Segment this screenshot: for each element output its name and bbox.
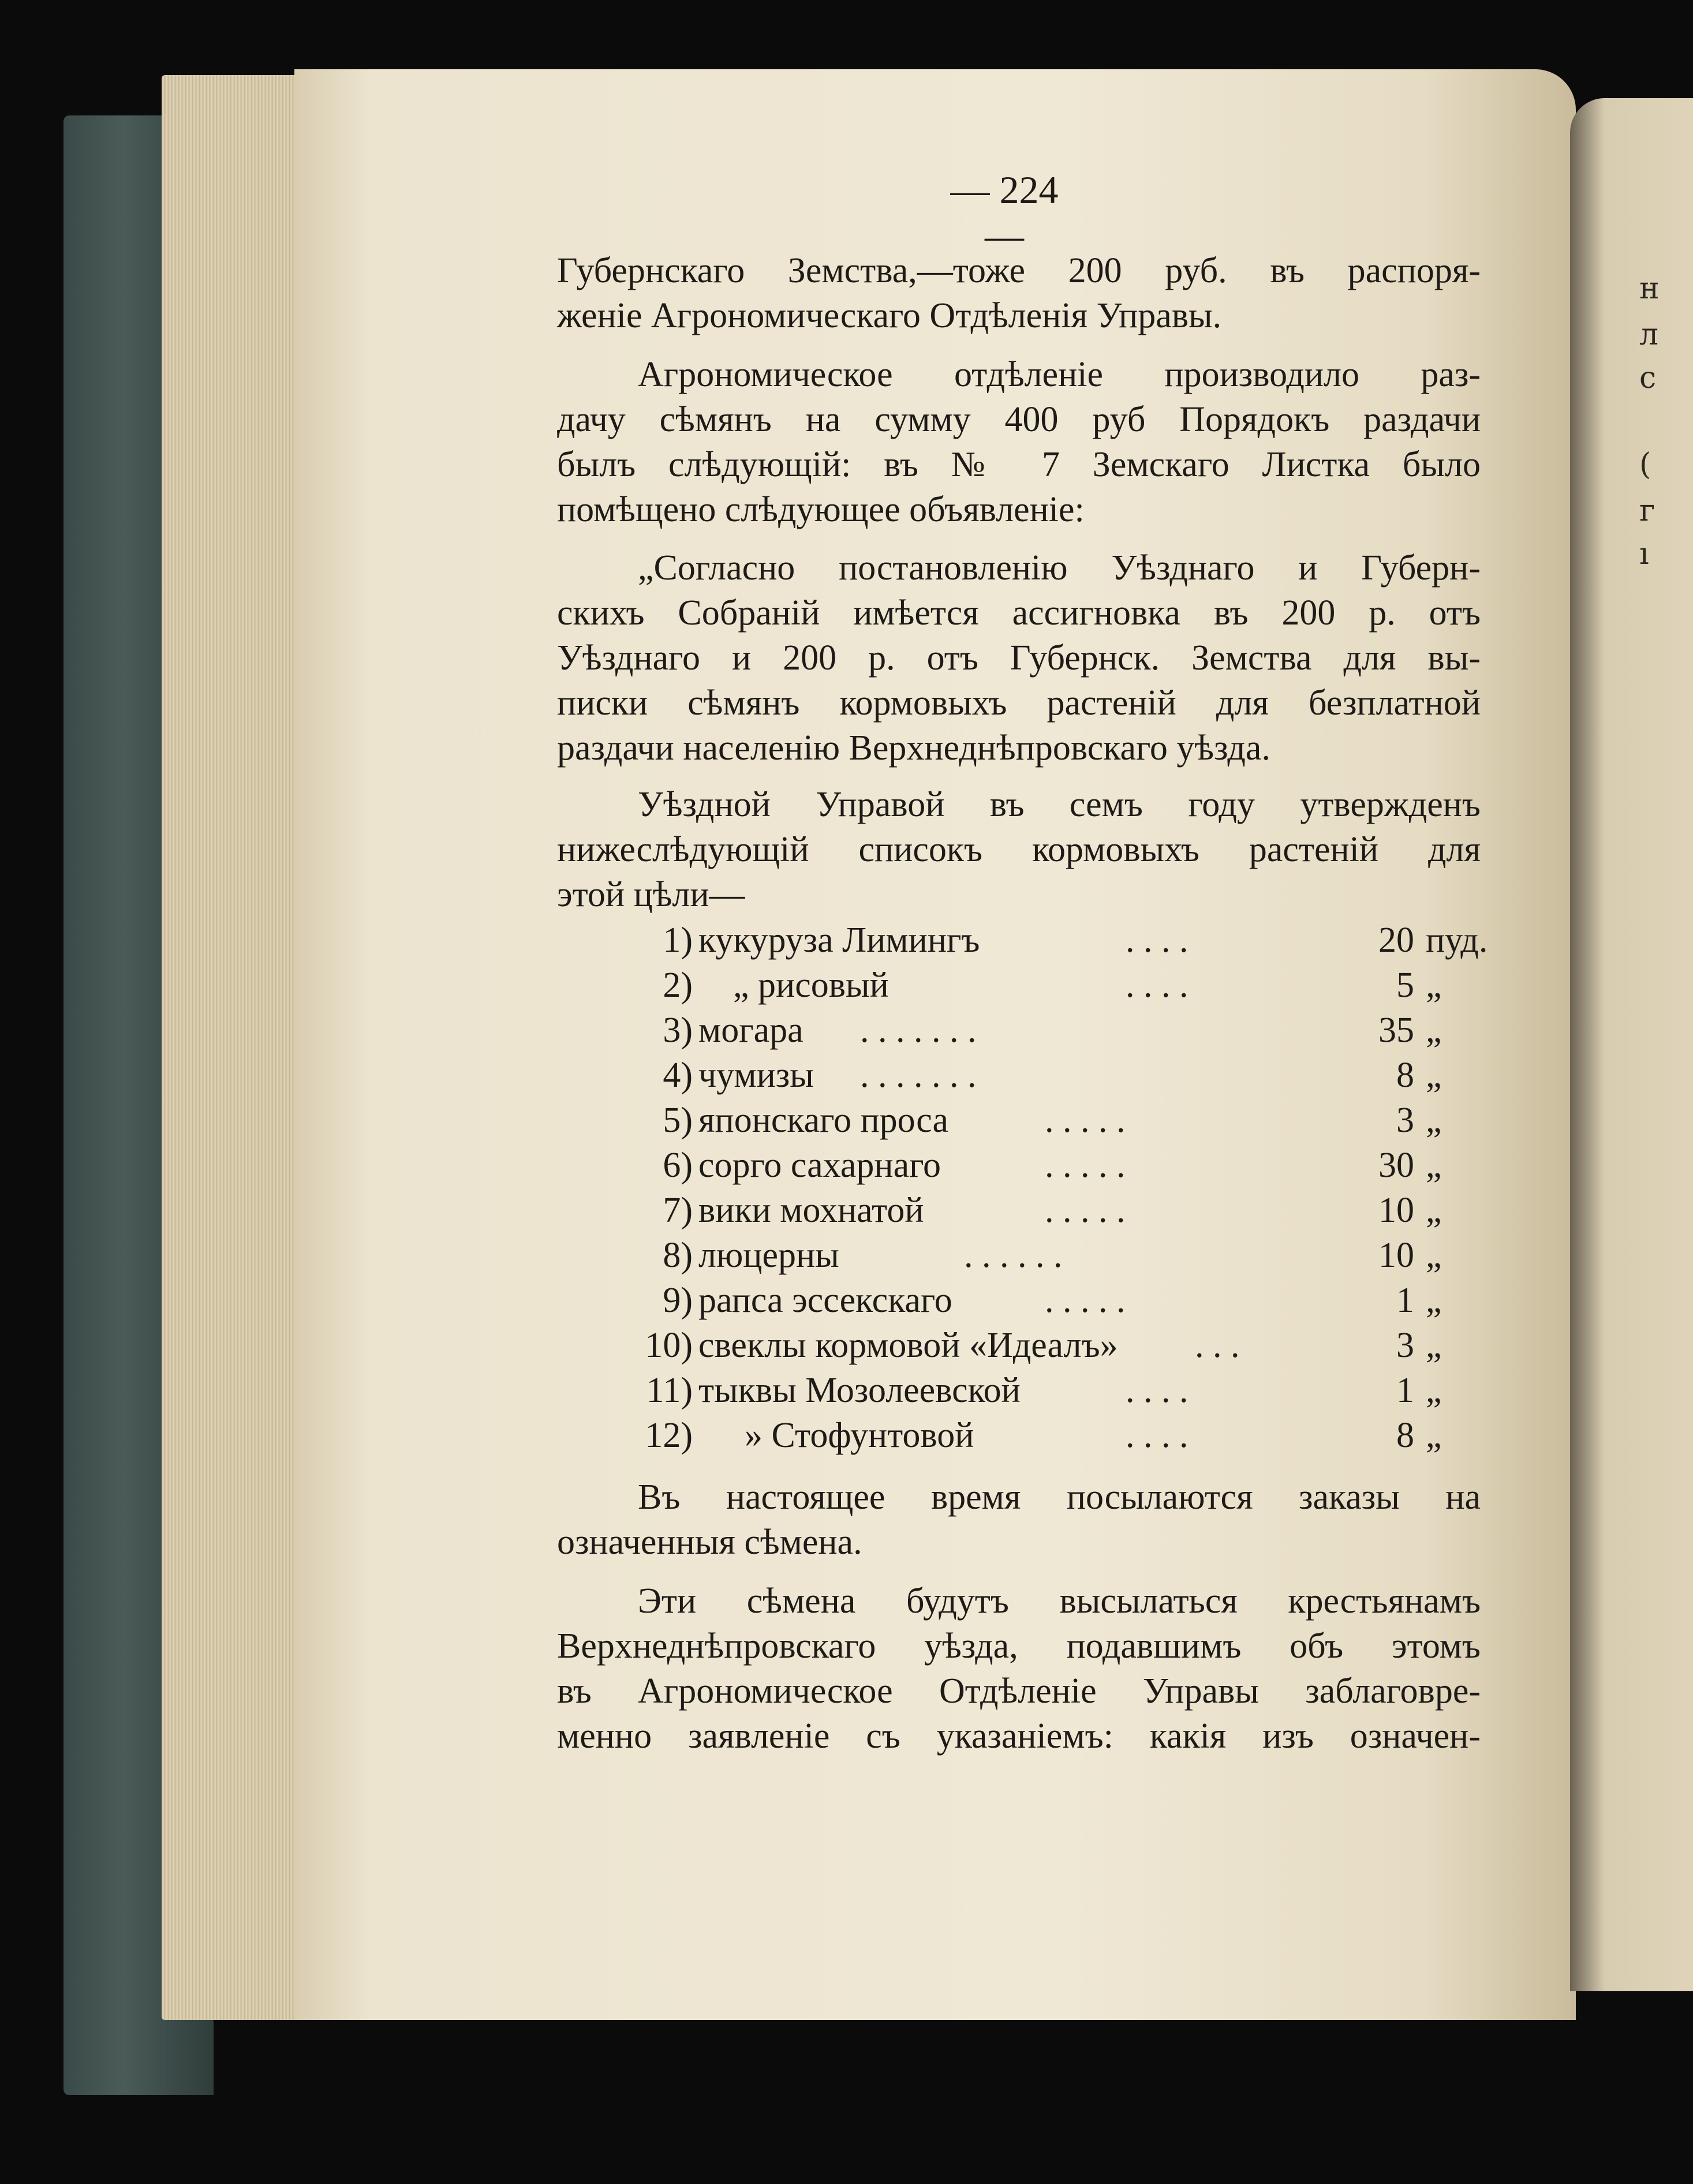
item-leader: . . . . . . . [860, 1056, 977, 1095]
paragraph [557, 352, 1481, 532]
item-name: сорго сахарнаго [698, 1146, 941, 1185]
item-quantity: 35 [1378, 1011, 1414, 1050]
item-leader: . . . . [1126, 1416, 1189, 1455]
item-quantity: 20 [1378, 921, 1414, 960]
paragraph [557, 1475, 1481, 1565]
text-line: „Согласно постановленію Уѣзднаго и Губерн- [638, 548, 1481, 588]
item-quantity: 8 [1396, 1416, 1414, 1455]
list-item [606, 1233, 1483, 1278]
page-number: — 224 — [950, 168, 1059, 257]
item-quantity: 10 [1378, 1191, 1414, 1230]
text-line: Губернскаго Земства,—тоже 200 руб. въ распоря- [557, 251, 1481, 290]
item-leader: . . . . . [1045, 1101, 1126, 1140]
item-unit: „ [1426, 1416, 1442, 1455]
text-line: менно заявленіе съ указаніемъ: какія изъ означен- [557, 1716, 1481, 1756]
item-quantity: 5 [1396, 966, 1414, 1005]
item-leader: . . . . . [1045, 1191, 1126, 1230]
item-number: 1) [663, 921, 693, 960]
item-number: 9) [663, 1281, 693, 1320]
adjacent-glyph: л [1639, 317, 1659, 352]
item-name: тыквы Мозолеевской [698, 1371, 1021, 1410]
item-leader: . . . . . [1045, 1281, 1126, 1320]
item-name: японскаго проса [698, 1101, 949, 1140]
item-name: люцерны [698, 1236, 839, 1275]
paragraph [557, 1579, 1481, 1759]
list-item [606, 1188, 1483, 1233]
text-line: раздачи населенію Верхнеднѣпровскаго уѣзда. [557, 728, 1270, 768]
text-line: Эти сѣмена будутъ высылаться крестьянамъ [638, 1581, 1481, 1621]
item-name: » Стофунтовой [745, 1416, 974, 1455]
item-leader: . . . . [1126, 921, 1189, 960]
item-quantity: 8 [1396, 1056, 1414, 1095]
item-number: 5) [663, 1101, 693, 1140]
item-number: 7) [663, 1191, 693, 1230]
item-unit: „ [1426, 1011, 1442, 1050]
item-name: свеклы кормовой «Идеалъ» [698, 1326, 1118, 1365]
item-leader: . . . . [1126, 966, 1189, 1005]
page-edges [162, 75, 312, 2020]
text-line: нижеслѣдующій списокъ кормовыхъ растеній для [557, 830, 1481, 869]
text-line: дачу сѣмянъ на сумму 400 руб Порядокъ раздачи [557, 400, 1481, 439]
item-unit: „ [1426, 1056, 1442, 1095]
item-unit: „ [1426, 1281, 1442, 1320]
item-number: 6) [663, 1146, 693, 1185]
text-line: этой цѣли— [557, 875, 745, 914]
item-quantity: 1 [1396, 1281, 1414, 1320]
item-name: рапса эссекскаго [698, 1281, 952, 1320]
plant-list [606, 918, 1488, 1458]
item-unit: „ [1426, 1371, 1442, 1410]
list-item [606, 1278, 1483, 1323]
list-item [606, 1053, 1483, 1098]
text-line: былъ слѣдующій: въ № 7 Земскаго Листка было [557, 445, 1481, 484]
text-line: Агрономическое отдѣленіе производило раз- [638, 355, 1481, 394]
adjacent-glyph: ( [1639, 447, 1651, 482]
text-line: женіе Агрономическаго Отдѣленія Управы. [557, 296, 1222, 335]
text-line: Верхнеднѣпровскаго уѣзда, подавшимъ объ этомъ [557, 1626, 1481, 1666]
list-item [606, 1098, 1483, 1143]
paragraph [557, 782, 1481, 917]
item-number: 10) [645, 1326, 693, 1365]
list-item [606, 963, 1483, 1008]
item-name: кукуруза Лимингъ [698, 921, 980, 960]
adjacent-page-glyphs [1639, 0, 1685, 2184]
item-unit: „ [1426, 1191, 1442, 1230]
item-number: 4) [663, 1056, 693, 1095]
item-leader: . . . . . [1045, 1146, 1126, 1185]
text-line: означенныя сѣмена. [557, 1523, 862, 1562]
item-number: 12) [645, 1416, 693, 1455]
item-leader: . . . . . . [964, 1236, 1063, 1275]
text-line: Уѣзднаго и 200 р. отъ Губернск. Земства для вы- [557, 638, 1481, 678]
item-name: могара [698, 1011, 803, 1050]
item-unit: „ [1426, 1326, 1442, 1365]
text-line: писки сѣмянъ кормовыхъ растеній для безплатной [557, 683, 1481, 723]
item-unit: „ [1426, 1236, 1442, 1275]
item-name: вики мохнатой [698, 1191, 924, 1230]
text-line: помѣщено слѣдующее объявленіе: [557, 490, 1085, 529]
text-line: въ Агрономическое Отдѣленіе Управы заблаговре- [557, 1671, 1481, 1711]
paragraph [557, 545, 1481, 771]
item-unit: „ [1426, 1101, 1442, 1140]
list-item [606, 918, 1488, 963]
adjacent-glyph: с [1639, 361, 1657, 395]
list-item [606, 1413, 1483, 1458]
item-name: чумизы [698, 1056, 814, 1095]
item-number: 11) [646, 1371, 693, 1410]
item-quantity: 10 [1378, 1236, 1414, 1275]
paragraph [557, 248, 1481, 338]
text-line: скихъ Собраній имѣется ассигновка въ 200 р. отъ [557, 593, 1481, 633]
item-quantity: 1 [1396, 1371, 1414, 1410]
adjacent-glyph: ı [1639, 537, 1649, 571]
item-number: 2) [663, 966, 693, 1005]
text-line: Въ настоящее время посылаются заказы на [638, 1478, 1481, 1517]
list-item [606, 1323, 1483, 1368]
item-leader: . . . . . . . [860, 1011, 977, 1050]
text-line: Уѣздной Управой въ семъ году утвержденъ [638, 785, 1481, 824]
list-item [606, 1368, 1483, 1413]
item-number: 8) [663, 1236, 693, 1275]
item-unit: „ [1426, 966, 1442, 1005]
item-quantity: 30 [1378, 1146, 1414, 1185]
item-unit: „ [1426, 1146, 1442, 1185]
adjacent-glyph: н [1639, 271, 1660, 306]
item-name: „ рисовый [733, 966, 889, 1005]
item-leader: . . . [1195, 1326, 1240, 1365]
item-leader: . . . . [1126, 1371, 1189, 1410]
item-quantity: 3 [1396, 1101, 1414, 1140]
item-quantity: 3 [1396, 1326, 1414, 1365]
list-item [606, 1143, 1483, 1188]
list-item [606, 1008, 1483, 1053]
item-number: 3) [663, 1011, 693, 1050]
adjacent-glyph: г [1639, 493, 1655, 528]
item-unit: пуд. [1426, 921, 1488, 960]
